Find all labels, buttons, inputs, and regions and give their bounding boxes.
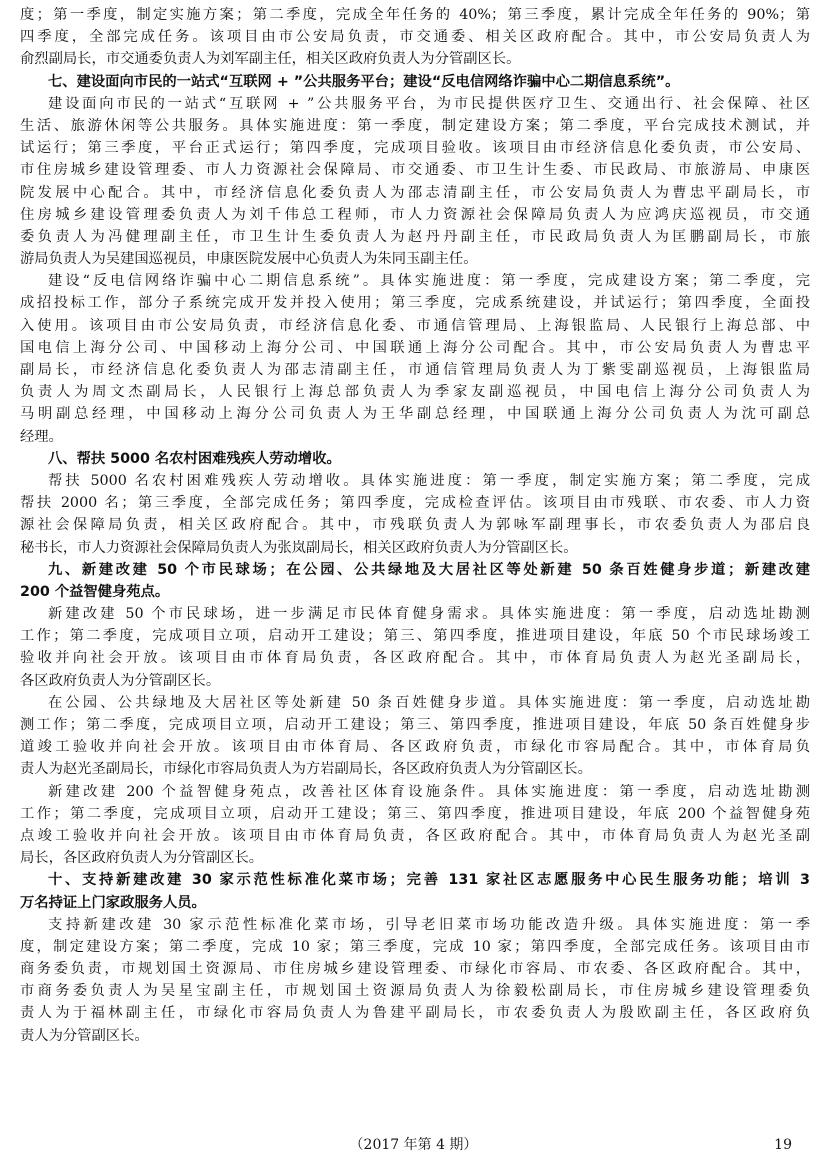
text-line: 游局负责人为吴建国巡视员，申康医院发展中心负责人为朱同玉副主任。: [20, 251, 478, 268]
text-line: 责人为分管副区长。: [20, 1027, 149, 1044]
text-line: 工作；第二季度，完成项目立项，启动开工建设；第三、第四季度，推进项目建设，年底 200 个益智健身苑: [20, 805, 810, 822]
text-line: 俞烈副局长，市交通委负责人为刘军副主任，相关区政府负责人为分管副区长。: [20, 51, 521, 68]
text-line: 责人为于福林副主任，市绿化市容局负责人为鲁建平副局长，市农委负责人为殷欧副主任，各区政府负: [20, 1005, 810, 1022]
text-line: 经理。: [20, 428, 63, 445]
text-line: 负责人为周文杰副局长，人民银行上海总部负责人为季家友副巡视员，中国电信上海分公司负责人为: [20, 384, 810, 401]
paragraph-start: 建设“反电信网络诈骗中心二期信息系统”。具体实施进度：第一季度，完成建设方案；第二季度，完: [48, 273, 810, 290]
text-line: 副局长，市经济信息化委负责人为邵志清副主任，市通信管理局负责人为丁紫雯副巡视员，上海银监局: [20, 362, 810, 378]
text-line: 工作；第二季度，完成项目立项，启动开工建设；第三、第四季度，推进项目建设，年底 50 个市民球场竣工: [20, 628, 810, 645]
section-heading-7: 七、建设面向市民的一站式“互联网 + ”公共服务平台；建设“反电信网络诈骗中心二期信息系统”。: [48, 73, 680, 90]
text-line: 责人为赵光圣副局长，市绿化市容局负责人为方岩副局长，各区政府负责人为分管副区长。: [20, 761, 592, 778]
text-line: 市住房城乡建设管理委、市人力资源社会保障局、市交通委、市卫生计生委、市民政局、市旅游局、申康医: [20, 162, 810, 179]
section-heading-9-cont: 200 个益智健身苑点。: [20, 583, 170, 600]
paragraph-start: 新建改建 200 个益智健身苑点，改善社区体育设施条件。具体实施进度：第一季度，启动选址勘测: [48, 783, 810, 800]
text-line: 商务委负责，市规划国土资源局、市住房城乡建设管理委、市绿化市容局、市农委、各区政府配合。其中，: [20, 961, 810, 978]
text-line: 国电信上海分公司、中国移动上海分公司、中国联通上海分公司配合。其中，市公安局负责人为曹忠平: [20, 339, 810, 356]
section-heading-10: 十、支持新建改建 30 家示范性标准化菜市场；完善 131 家社区志愿服务中心民生服务功能；培训 3: [48, 872, 810, 889]
text-line: 测工作；第二季度，完成项目立项，启动开工建设；第三、第四季度，推进项目建设，年底 50 条百姓健身步: [20, 717, 810, 733]
text-line: 试运行；第三季度，平台正式运行；第四季度，完成项目验收。该项目由市经济信息化委负责，市公安局、: [20, 140, 810, 157]
text-line: 帮扶 2000 名；第三季度，全部完成任务；第四季度，完成检查评估。该项目由市残联、市农委、市人力资: [20, 495, 810, 512]
text-line: 成招投标工作，部分子系统完成开发并投入使用；第三季度，完成系统建设，并试运行；第四季度，全面投: [20, 295, 810, 312]
text-line: 入使用。该项目由市公安局负责，市经济信息化委、市通信管理局、上海银监局、人民银行上海总部、中: [20, 317, 810, 334]
paragraph-start: 在公园、公共绿地及大居社区等处新建 50 条百姓健身步道。具体实施进度：第一季度，启动选址勘: [48, 694, 810, 711]
paragraph-start: 新建改建 50 个市民球场，进一步满足市民体育健身需求。具体实施进度：第一季度，启动选址勘测: [48, 606, 810, 623]
text-line: 委负责人为冯健理副主任，市卫生计生委负责人为赵丹丹副主任，市民政局负责人为匡鹏副局长，市旅: [20, 228, 810, 245]
paragraph-start: 支持新建改建 30 家示范性标准化菜市场，引导老旧菜市场功能改造升级。具体实施进度：第一季: [48, 916, 810, 933]
text-line: 度；第一季度，制定实施方案；第二季度，完成全年任务的 40%；第三季度，累计完成全年任务的 90%；第: [20, 7, 810, 23]
paragraph-start: 帮扶 5000 名农村困难残疾人劳动增收。具体实施进度：第一季度，制定实施方案；第二季度，完成: [48, 472, 810, 489]
text-line: 点竣工验收并向社会开放。该项目由市体育局负责，各区政府配合。其中，市体育局负责人为赵光圣副: [20, 827, 810, 844]
issue-label: （2017 年第 4 期）: [349, 1137, 478, 1153]
text-line: 市商务委负责人为吴星宝副主任，市规划国土资源局负责人为徐毅松副局长，市住房城乡建设管理委负: [20, 983, 810, 1000]
text-line: 源社会保障局负责，相关区政府配合。其中，市残联负责人为郭咏军副理事长，市农委负责人为邵启良: [20, 517, 810, 534]
section-heading-10-cont: 万名持证上门家政服务人员。: [20, 894, 206, 911]
section-heading-8: 八、帮扶 5000 名农村困难残疾人劳动增收。: [48, 450, 341, 467]
text-line: 四季度，全部完成任务。该项目由市公安局负责，市交通委、相关区政府配合。其中，市公安局负责人为: [20, 29, 810, 46]
text-line: 局长，各区政府负责人为分管副区长。: [20, 850, 264, 867]
paragraph-start: 建设面向市民的一站式“互联网 + ”公共服务平台，为市民提供医疗卫生、交通出行、社会保障、社区: [48, 95, 810, 112]
text-line: 秘书长，市人力资源社会保障局负责人为张岚副局长，相关区政府负责人为分管副区长。: [20, 539, 578, 556]
text-line: 各区政府负责人为分管副区长。: [20, 672, 221, 689]
text-line: 验收并向社会开放。该项目由市体育局负责，各区政府配合。其中，市体育局负责人为赵光圣副局长，: [20, 650, 810, 667]
text-line: 生活、旅游休闲等公共服务。具体实施进度：第一季度，制定建设方案；第二季度，平台完成技术测试，并: [20, 117, 810, 134]
text-line: 院发展中心配合。其中，市经济信息化委负责人为邵志清副主任，市公安局负责人为曹忠平副局长，市: [20, 184, 810, 201]
text-line: 马明副总经理，中国移动上海分公司负责人为王华副总经理，中国联通上海分公司负责人为沈可副总: [20, 406, 810, 423]
text-line: 住房城乡建设管理委负责人为刘千伟总工程师，市人力资源社会保障局负责人为应鸿庆巡视员，市交通: [20, 206, 810, 223]
text-line: 道竣工验收并向社会开放。该项目由市体育局、各区政府负责，市绿化市容局配合。其中，市体育局负: [20, 739, 810, 756]
section-heading-9: 九、新建改建 50 个市民球场；在公园、公共绿地及大居社区等处新建 50 条百姓健身步道；新建改建: [48, 561, 810, 578]
text-line: 度，制定建设方案；第二季度，完成 10 家；第三季度，完成 10 家；第四季度，全部完成任务。该项目由市: [20, 938, 810, 955]
body-text: [20, 4, 810, 1047]
page-number: 19: [774, 1137, 792, 1153]
